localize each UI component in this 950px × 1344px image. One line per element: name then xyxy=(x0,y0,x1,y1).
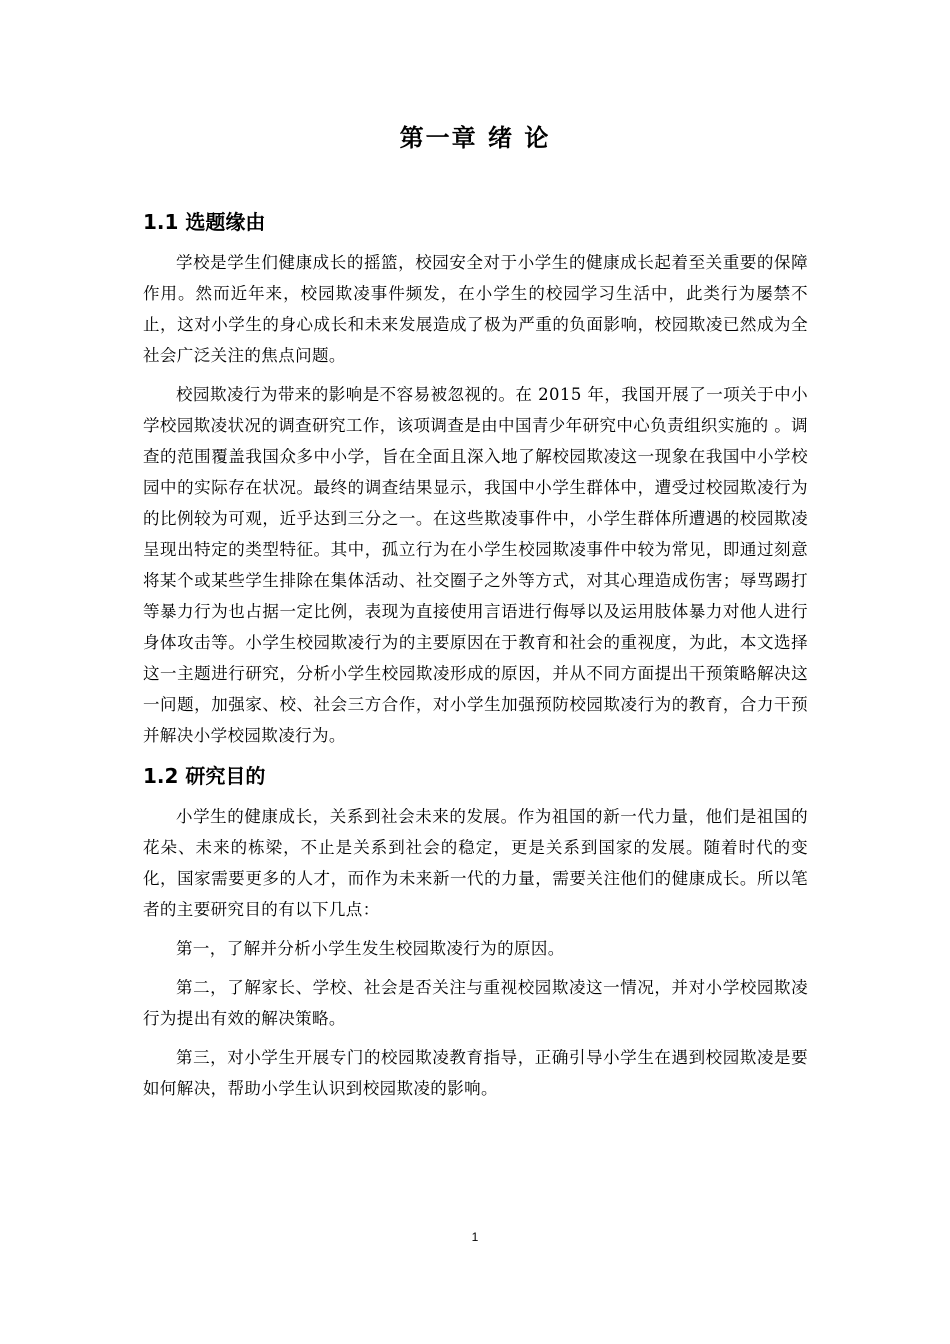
section-heading: 1.1 选题缘由 xyxy=(143,210,266,234)
paragraph: 校园欺凌行为带来的影响是不容易被忽视的。在 2015 年，我国开展了一项关于中小学校园欺凌状况的调查研究工作，该项调查是由中国青少年研究中心负责组织实施的 。调查的范围覆盖我国众多中小学，旨在全面且深入地了解校园欺凌这一现象在我国中小学校园中的实际存在状况。最终的调查结果显示，我国中小学生群体中，遭受过校园欺凌行为的比例较为可观，近乎达到三分之一。在这些欺凌事件中，小学生群体所遭遇的校园欺凌呈现出特定的类型特征。其中，孤立行为在小学生校园欺凌事件中较为常见，即通过刻意将某个或某些学生排除在集体活动、社交圈子之外等方式，对其心理造成伤害；辱骂踢打等暴力行为也占据一定比例，表现为直接使用言语进行侮辱以及运用肢体暴力对他人进行身体攻击等。小学生校园欺凌行为的主要原因在于教育和社会的重视度，为此，本文选择这一主题进行研究，分析小学生校园欺凌形成的原因，并从不同方面提出干预策略解决这一问题，加强家、校、社会三方合作，对小学生加强预防校园欺凌行为的教育，合力干预并解决小学校园欺凌行为。 xyxy=(143,385,808,745)
section-research-purpose xyxy=(143,759,808,1104)
chapter-title: 第一章 绪 论 xyxy=(399,124,551,152)
paragraph: 第三，对小学生开展专门的校园欺凌教育指导，正确引导小学生在遇到校园欺凌是要如何解决，帮助小学生认识到校园欺凌的影响。 xyxy=(143,1048,808,1098)
section-heading: 1.2 研究目的 xyxy=(143,764,266,788)
document-body xyxy=(143,205,808,1112)
paragraph: 第一，了解并分析小学生发生校园欺凌行为的原因。 xyxy=(176,939,565,958)
paragraph: 学校是学生们健康成长的摇篮，校园安全对于小学生的健康成长起着至关重要的保障作用。然而近年来，校园欺凌事件频发，在小学生的校园学习生活中，此类行为屡禁不止，这对小学生的身心成长和未来发展造成了极为严重的负面影响，校园欺凌已然成为全社会广泛关注的焦点问题。 xyxy=(143,253,808,365)
paragraph: 小学生的健康成长，关系到社会未来的发展。作为祖国的新一代力量，他们是祖国的花朵、未来的栋梁，不止是关系到社会的稳定，更是关系到国家的发展。随着时代的变化，国家需要更多的人才，而作为未来新一代的力量，需要关注他们的健康成长。所以笔者的主要研究目的有以下几点： xyxy=(143,807,808,919)
page-number: 1 xyxy=(471,1230,479,1244)
paragraph: 第二，了解家长、学校、社会是否关注与重视校园欺凌这一情况，并对小学校园欺凌行为提出有效的解决策略。 xyxy=(143,978,808,1028)
section-selection-reason xyxy=(143,205,808,751)
